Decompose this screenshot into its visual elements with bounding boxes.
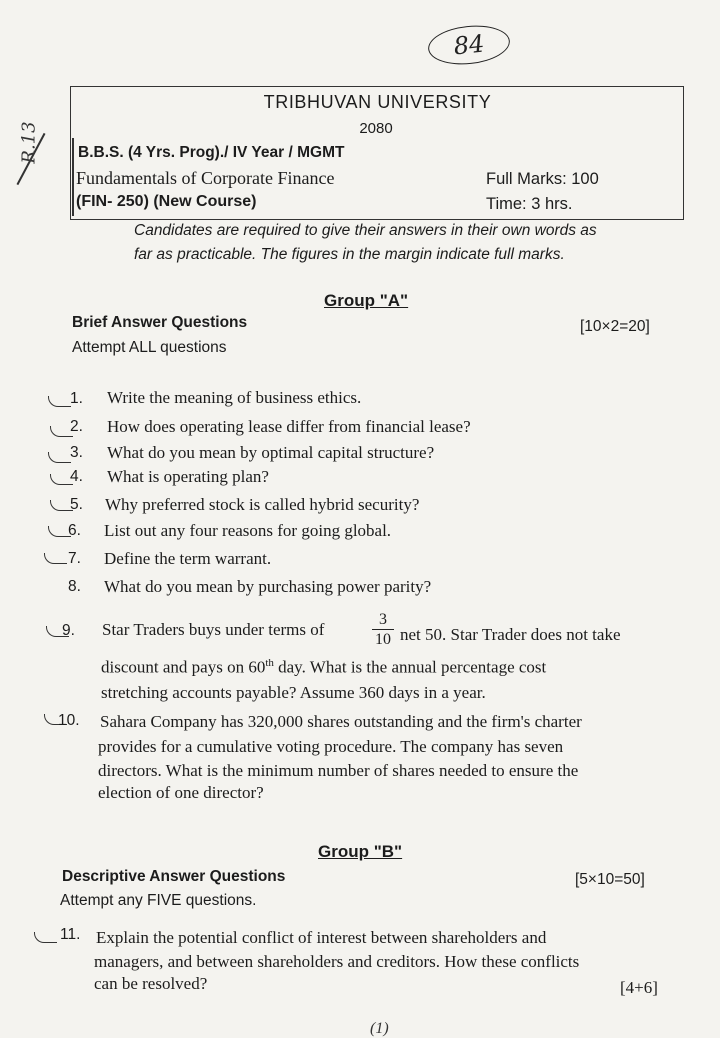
fraction-denominator: 10 [375,631,391,649]
question-text: directors. What is the minimum number of shares needed to ensure the [98,761,579,780]
question-text: managers, and between shareholders and creditors. How these conflicts [94,952,580,971]
instruction-line-2: far as practicable. The figures in the margin indicate full marks. [134,246,565,263]
subject-title: Fundamentals of Corporate Finance [76,168,335,188]
exam-year: 2080 [359,120,393,137]
question-text: Why preferred stock is called hybrid security? [105,495,420,514]
group-b-title: Group "B" [318,842,403,861]
question-number: 6. [68,522,81,539]
question-number: 1. [70,390,83,407]
group-a-note: Attempt ALL questions [72,339,227,356]
course-code: (FIN- 250) (New Course) [76,193,257,210]
question-number: 2. [70,418,83,435]
question-text: provides for a cumulative voting procedure. The company has seven [98,737,564,756]
university-title: TRIBHUVAN UNIVERSITY [263,92,492,112]
check-mark [48,452,71,463]
question-number: 4. [70,468,83,485]
group-a-marks: [10×2=20] [580,318,650,335]
question-text: Star Traders buys under terms of [102,620,325,639]
question-number: 7. [68,550,81,567]
question-text: What do you mean by optimal capital structure? [107,443,435,462]
check-mark [34,932,57,943]
group-b-section: Descriptive Answer Questions [62,868,286,885]
fraction-bar [372,629,394,630]
program-line: B.B.S. (4 Yrs. Prog)./ IV Year / MGMT [78,144,345,161]
question-text: What do you mean by purchasing power parity? [104,577,432,596]
page-number-circle: 84 [426,22,512,68]
ordinal-suffix: th [265,657,274,669]
page-footer-mark: (1) [370,1020,389,1037]
question-text: Explain the potential conflict of interest between shareholders and [96,928,547,947]
margin-note: R.13 [18,121,40,164]
group-a-title: Group "A" [324,291,409,310]
question-text: election of one director? [98,783,264,802]
question-text: stretching accounts payable? Assume 360 days in a year. [101,683,486,702]
question-number: 9. [62,622,75,639]
question-text: List out any four reasons for going global. [104,521,392,540]
question-text: Sahara Company has 320,000 shares outstanding and the firm's charter [100,712,582,731]
question-text: Write the meaning of business ethics. [107,388,362,407]
question-text: Define the term warrant. [104,549,272,568]
question-marks: [4+6] [620,978,658,997]
instruction-line-1: Candidates are required to give their answers in their own words as [134,222,597,239]
question-text-part: day. What is the annual percentage cost [273,657,547,677]
question-number: 5. [70,496,83,513]
group-a-section: Brief Answer Questions [72,314,248,331]
fraction-numerator: 3 [379,611,387,628]
fraction [372,611,394,648]
question-number: 10. [58,712,80,729]
exam-time: Time: 3 hrs. [486,195,573,213]
question-number: 3. [70,444,83,461]
header-divider [72,138,74,216]
question-text: What is operating plan? [107,467,269,486]
question-text: can be resolved? [94,974,208,993]
check-mark [44,553,67,564]
question-number: 8. [68,578,81,595]
question-number: 11. [60,926,81,943]
full-marks: Full Marks: 100 [486,170,599,188]
question-text [101,657,546,678]
group-b-marks: [5×10=50] [575,871,645,888]
check-mark [48,396,71,407]
group-b-note: Attempt any FIVE questions. [60,892,257,909]
question-text: net 50. Star Trader does not take [400,625,621,644]
question-text-part: discount and pays on 60 [101,657,266,677]
question-text: How does operating lease differ from financial lease? [107,417,471,436]
